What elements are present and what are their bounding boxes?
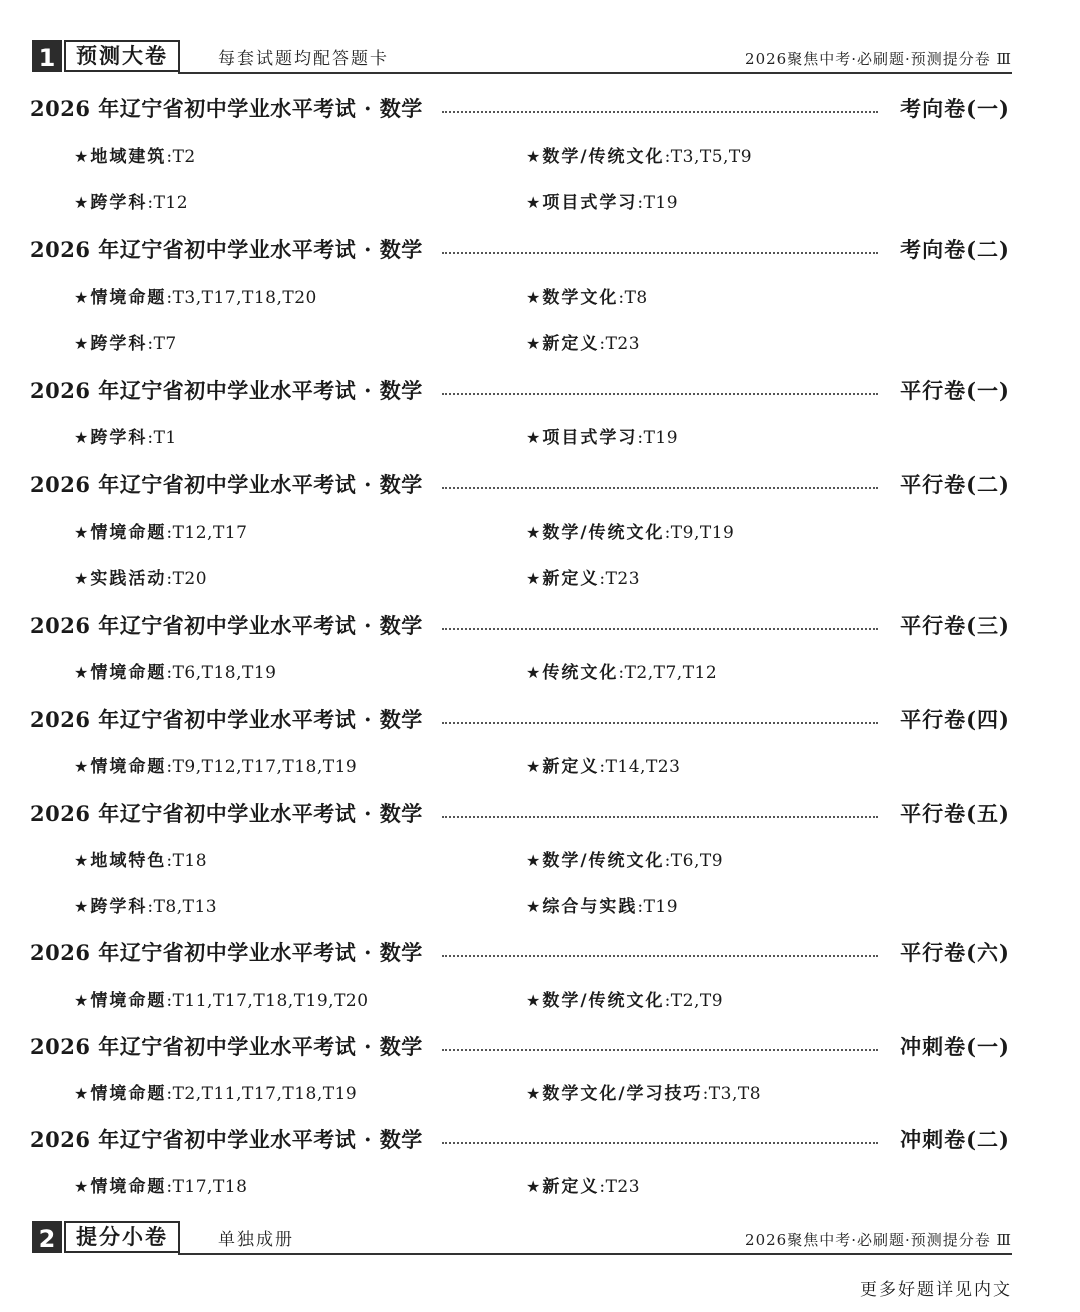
tag-category: 情境命题 bbox=[90, 1084, 167, 1104]
topic-tag bbox=[74, 1081, 357, 1107]
star-icon: ★ bbox=[526, 569, 541, 588]
tag-category: 新定义 bbox=[542, 757, 600, 777]
tag-items: :T2,T11,T17,T18,T19 bbox=[166, 1084, 358, 1104]
tag-items: :T3,T17,T18,T20 bbox=[166, 288, 317, 308]
tag-items: :T23 bbox=[599, 334, 641, 354]
paper-row bbox=[30, 234, 1010, 266]
topic-tag bbox=[526, 425, 678, 451]
star-icon: ★ bbox=[526, 193, 541, 212]
series-title: 2026聚焦中考·必刷题·预测提分卷 Ⅲ bbox=[745, 50, 1012, 68]
tag-category: 跨学科 bbox=[90, 428, 148, 448]
star-icon: ★ bbox=[526, 147, 541, 166]
topic-tag bbox=[74, 190, 188, 216]
paper-row bbox=[30, 1124, 1010, 1156]
tag-items: :T3,T8 bbox=[702, 1084, 762, 1104]
tag-category: 情境命题 bbox=[90, 523, 167, 543]
leader-dots bbox=[442, 722, 878, 724]
series-title: 2026聚焦中考·必刷题·预测提分卷 Ⅲ bbox=[745, 1231, 1012, 1249]
star-icon: ★ bbox=[74, 897, 89, 916]
paper-label: 平行卷(四) bbox=[900, 707, 1010, 732]
tag-items: :T6,T18,T19 bbox=[166, 663, 277, 683]
paper-label: 考向卷(一) bbox=[900, 96, 1010, 121]
paper-label: 平行卷(五) bbox=[900, 801, 1010, 826]
topic-tag bbox=[74, 1174, 247, 1200]
topic-tag bbox=[526, 988, 723, 1014]
topic-tag bbox=[74, 331, 177, 357]
topic-tag bbox=[74, 894, 217, 920]
topic-tag bbox=[526, 285, 648, 311]
tag-category: 项目式学习 bbox=[542, 428, 638, 448]
star-icon: ★ bbox=[74, 1084, 89, 1103]
paper-label: 平行卷(三) bbox=[900, 613, 1010, 638]
tag-items: :T23 bbox=[599, 1177, 641, 1197]
tag-category: 数学/传统文化 bbox=[542, 523, 665, 543]
topic-tag bbox=[526, 190, 678, 216]
tag-category: 情境命题 bbox=[90, 288, 167, 308]
tag-items: :T2,T7,T12 bbox=[618, 663, 718, 683]
topic-tag bbox=[74, 566, 207, 592]
header-rule bbox=[178, 1253, 1012, 1255]
tag-items: :T12,T17 bbox=[166, 523, 248, 543]
tag-items: :T8 bbox=[618, 288, 648, 308]
section-number: 1 bbox=[32, 40, 62, 72]
tag-items: :T2,T9 bbox=[664, 991, 724, 1011]
star-icon: ★ bbox=[74, 757, 89, 776]
topic-tag bbox=[74, 848, 207, 874]
tag-items: :T18 bbox=[166, 851, 208, 871]
tag-items: :T19 bbox=[637, 897, 679, 917]
star-icon: ★ bbox=[74, 569, 89, 588]
paper-title: 2026 年辽宁省初中学业水平考试 · 数学 bbox=[30, 940, 423, 965]
section-header-2 bbox=[30, 1221, 1012, 1255]
tag-items: :T9,T12,T17,T18,T19 bbox=[166, 757, 358, 777]
star-icon: ★ bbox=[526, 1084, 541, 1103]
star-icon: ★ bbox=[526, 663, 541, 682]
star-icon: ★ bbox=[74, 288, 89, 307]
topic-tag bbox=[74, 425, 177, 451]
topic-tag bbox=[526, 660, 717, 686]
section-header-1 bbox=[30, 40, 1012, 74]
star-icon: ★ bbox=[74, 851, 89, 870]
topic-tag bbox=[526, 520, 734, 546]
section-title: 提分小卷 bbox=[64, 1221, 180, 1253]
tag-items: :T19 bbox=[637, 428, 679, 448]
star-icon: ★ bbox=[526, 523, 541, 542]
paper-row bbox=[30, 937, 1010, 969]
star-icon: ★ bbox=[526, 851, 541, 870]
tag-category: 情境命题 bbox=[90, 1177, 167, 1197]
tag-category: 新定义 bbox=[542, 334, 600, 354]
tag-items: :T8,T13 bbox=[147, 897, 218, 917]
leader-dots bbox=[442, 955, 878, 957]
paper-title: 2026 年辽宁省初中学业水平考试 · 数学 bbox=[30, 378, 423, 403]
tag-category: 数学/传统文化 bbox=[542, 991, 665, 1011]
paper-row bbox=[30, 704, 1010, 736]
paper-label: 平行卷(二) bbox=[900, 472, 1010, 497]
tag-items: :T9,T19 bbox=[664, 523, 735, 543]
topic-tag bbox=[526, 331, 640, 357]
tag-category: 情境命题 bbox=[90, 663, 167, 683]
footer-note: 更多好题详见内文 bbox=[860, 1280, 1012, 1300]
tag-category: 新定义 bbox=[542, 569, 600, 589]
section-note: 每套试题均配答题卡 bbox=[218, 49, 389, 69]
paper-row bbox=[30, 798, 1010, 830]
paper-row bbox=[30, 469, 1010, 501]
tag-category: 综合与实践 bbox=[542, 897, 638, 917]
star-icon: ★ bbox=[74, 523, 89, 542]
star-icon: ★ bbox=[74, 663, 89, 682]
paper-label: 考向卷(二) bbox=[900, 237, 1010, 262]
tag-category: 情境命题 bbox=[90, 991, 167, 1011]
paper-title: 2026 年辽宁省初中学业水平考试 · 数学 bbox=[30, 472, 423, 497]
tag-category: 新定义 bbox=[542, 1177, 600, 1197]
paper-label: 冲刺卷(一) bbox=[900, 1034, 1010, 1059]
tag-category: 跨学科 bbox=[90, 193, 148, 213]
topic-tag bbox=[526, 1081, 761, 1107]
star-icon: ★ bbox=[74, 1177, 89, 1196]
paper-title: 2026 年辽宁省初中学业水平考试 · 数学 bbox=[30, 96, 423, 121]
paper-title: 2026 年辽宁省初中学业水平考试 · 数学 bbox=[30, 1034, 423, 1059]
paper-label: 平行卷(一) bbox=[900, 378, 1010, 403]
topic-tag bbox=[526, 144, 752, 170]
tag-items: :T19 bbox=[637, 193, 679, 213]
star-icon: ★ bbox=[74, 147, 89, 166]
star-icon: ★ bbox=[526, 991, 541, 1010]
star-icon: ★ bbox=[526, 897, 541, 916]
paper-label: 冲刺卷(二) bbox=[900, 1127, 1010, 1152]
tag-category: 项目式学习 bbox=[542, 193, 638, 213]
star-icon: ★ bbox=[74, 991, 89, 1010]
paper-row bbox=[30, 375, 1010, 407]
leader-dots bbox=[442, 628, 878, 630]
star-icon: ★ bbox=[74, 334, 89, 353]
star-icon: ★ bbox=[74, 193, 89, 212]
topic-tag bbox=[526, 754, 680, 780]
topic-tag bbox=[526, 894, 678, 920]
topic-tag bbox=[74, 520, 247, 546]
tag-category: 地域特色 bbox=[90, 851, 167, 871]
paper-title: 2026 年辽宁省初中学业水平考试 · 数学 bbox=[30, 613, 423, 638]
tag-items: :T23 bbox=[599, 569, 641, 589]
topic-tag bbox=[74, 144, 196, 170]
star-icon: ★ bbox=[74, 428, 89, 447]
tag-category: 情境命题 bbox=[90, 757, 167, 777]
paper-row bbox=[30, 610, 1010, 642]
tag-category: 地域建筑 bbox=[90, 147, 167, 167]
leader-dots bbox=[442, 1142, 878, 1144]
tag-category: 数学文化/学习技巧 bbox=[542, 1084, 703, 1104]
tag-items: :T14,T23 bbox=[599, 757, 681, 777]
leader-dots bbox=[442, 393, 878, 395]
leader-dots bbox=[442, 816, 878, 818]
tag-items: :T3,T5,T9 bbox=[664, 147, 753, 167]
tag-category: 传统文化 bbox=[542, 663, 619, 683]
leader-dots bbox=[442, 111, 878, 113]
star-icon: ★ bbox=[526, 757, 541, 776]
tag-items: :T7 bbox=[147, 334, 177, 354]
topic-tag bbox=[74, 660, 276, 686]
paper-row bbox=[30, 93, 1010, 125]
tag-items: :T20 bbox=[166, 569, 208, 589]
star-icon: ★ bbox=[526, 1177, 541, 1196]
star-icon: ★ bbox=[526, 334, 541, 353]
tag-category: 数学/传统文化 bbox=[542, 147, 665, 167]
leader-dots bbox=[442, 487, 878, 489]
paper-title: 2026 年辽宁省初中学业水平考试 · 数学 bbox=[30, 801, 423, 826]
paper-title: 2026 年辽宁省初中学业水平考试 · 数学 bbox=[30, 1127, 423, 1152]
topic-tag bbox=[74, 988, 369, 1014]
tag-items: :T17,T18 bbox=[166, 1177, 248, 1197]
star-icon: ★ bbox=[526, 428, 541, 447]
tag-items: :T1 bbox=[147, 428, 177, 448]
topic-tag bbox=[526, 848, 723, 874]
paper-title: 2026 年辽宁省初中学业水平考试 · 数学 bbox=[30, 237, 423, 262]
topic-tag bbox=[74, 285, 317, 311]
topic-tag bbox=[74, 754, 357, 780]
topic-tag bbox=[526, 1174, 640, 1200]
topic-tag bbox=[526, 566, 640, 592]
section-number: 2 bbox=[32, 1221, 62, 1253]
section-note: 单独成册 bbox=[218, 1230, 294, 1250]
tag-category: 跨学科 bbox=[90, 334, 148, 354]
tag-category: 跨学科 bbox=[90, 897, 148, 917]
paper-label: 平行卷(六) bbox=[900, 940, 1010, 965]
tag-items: :T2 bbox=[166, 147, 196, 167]
tag-items: :T12 bbox=[147, 193, 189, 213]
header-rule bbox=[178, 72, 1012, 74]
paper-title: 2026 年辽宁省初中学业水平考试 · 数学 bbox=[30, 707, 423, 732]
section-title: 预测大卷 bbox=[64, 40, 180, 72]
leader-dots bbox=[442, 252, 878, 254]
tag-category: 数学/传统文化 bbox=[542, 851, 665, 871]
leader-dots bbox=[442, 1049, 878, 1051]
tag-items: :T11,T17,T18,T19,T20 bbox=[166, 991, 369, 1011]
tag-category: 数学文化 bbox=[542, 288, 619, 308]
tag-items: :T6,T9 bbox=[664, 851, 724, 871]
star-icon: ★ bbox=[526, 288, 541, 307]
paper-row bbox=[30, 1031, 1010, 1063]
tag-category: 实践活动 bbox=[90, 569, 167, 589]
